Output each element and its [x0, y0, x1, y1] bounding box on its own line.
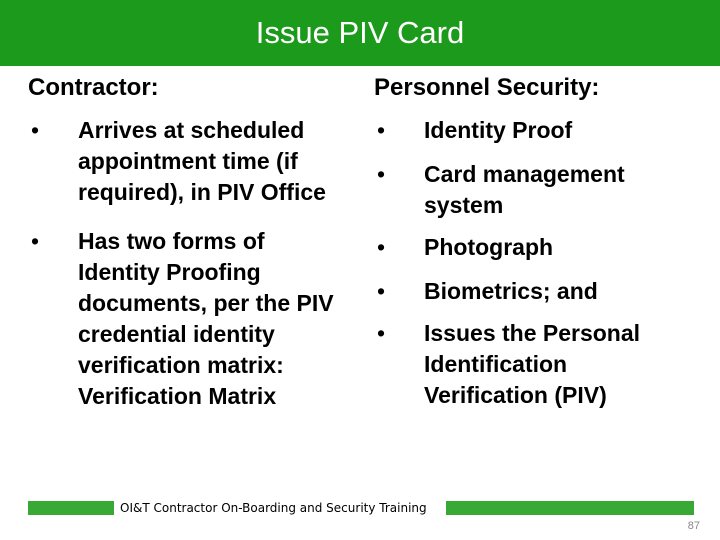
title-bar: [0, 0, 720, 66]
personnel-security-heading: Personnel Security:: [374, 74, 600, 101]
personnel-security-list: [374, 115, 694, 411]
footer-bar-right: [446, 501, 694, 515]
bullet-icon: •: [31, 117, 40, 143]
list-item-text: Identity Proof: [424, 117, 573, 143]
footer-band: [28, 501, 694, 515]
list-item: [28, 226, 348, 412]
personnel-security-column: [374, 68, 694, 411]
list-item-text: Biometrics; and: [424, 278, 598, 304]
bullet-icon: •: [377, 234, 386, 260]
list-item-text: Arrives at scheduled appointment time (if required), in PIV Office: [78, 117, 326, 205]
list-item: [374, 232, 694, 263]
bullet-icon: •: [31, 228, 40, 254]
footer-bar-left: [28, 501, 114, 515]
list-item-text: Card management system: [424, 161, 625, 218]
bullet-icon: •: [377, 117, 386, 143]
footer-text: OI&T Contractor On-Boarding and Security Training: [120, 501, 427, 515]
list-item: [374, 276, 694, 307]
bullet-icon: •: [377, 320, 386, 346]
contractor-column: [28, 68, 348, 412]
bullet-icon: •: [377, 278, 386, 304]
list-item: [374, 159, 694, 221]
list-item: [374, 115, 694, 146]
list-item-text: Photograph: [424, 234, 554, 260]
list-item-text: Has two forms of Identity Proofing documents, per the PIV credential identity verification matrix: Verification Matrix: [78, 228, 334, 409]
list-item: [374, 318, 694, 411]
slide-title: Issue PIV Card: [255, 15, 465, 50]
contractor-list: [28, 115, 348, 412]
bullet-icon: •: [377, 161, 386, 187]
list-item-text: Issues the Personal Identification Verification (PIV): [424, 320, 641, 408]
page-number: 87: [687, 520, 700, 532]
contractor-heading: Contractor:: [28, 74, 159, 101]
list-item: [28, 115, 348, 208]
